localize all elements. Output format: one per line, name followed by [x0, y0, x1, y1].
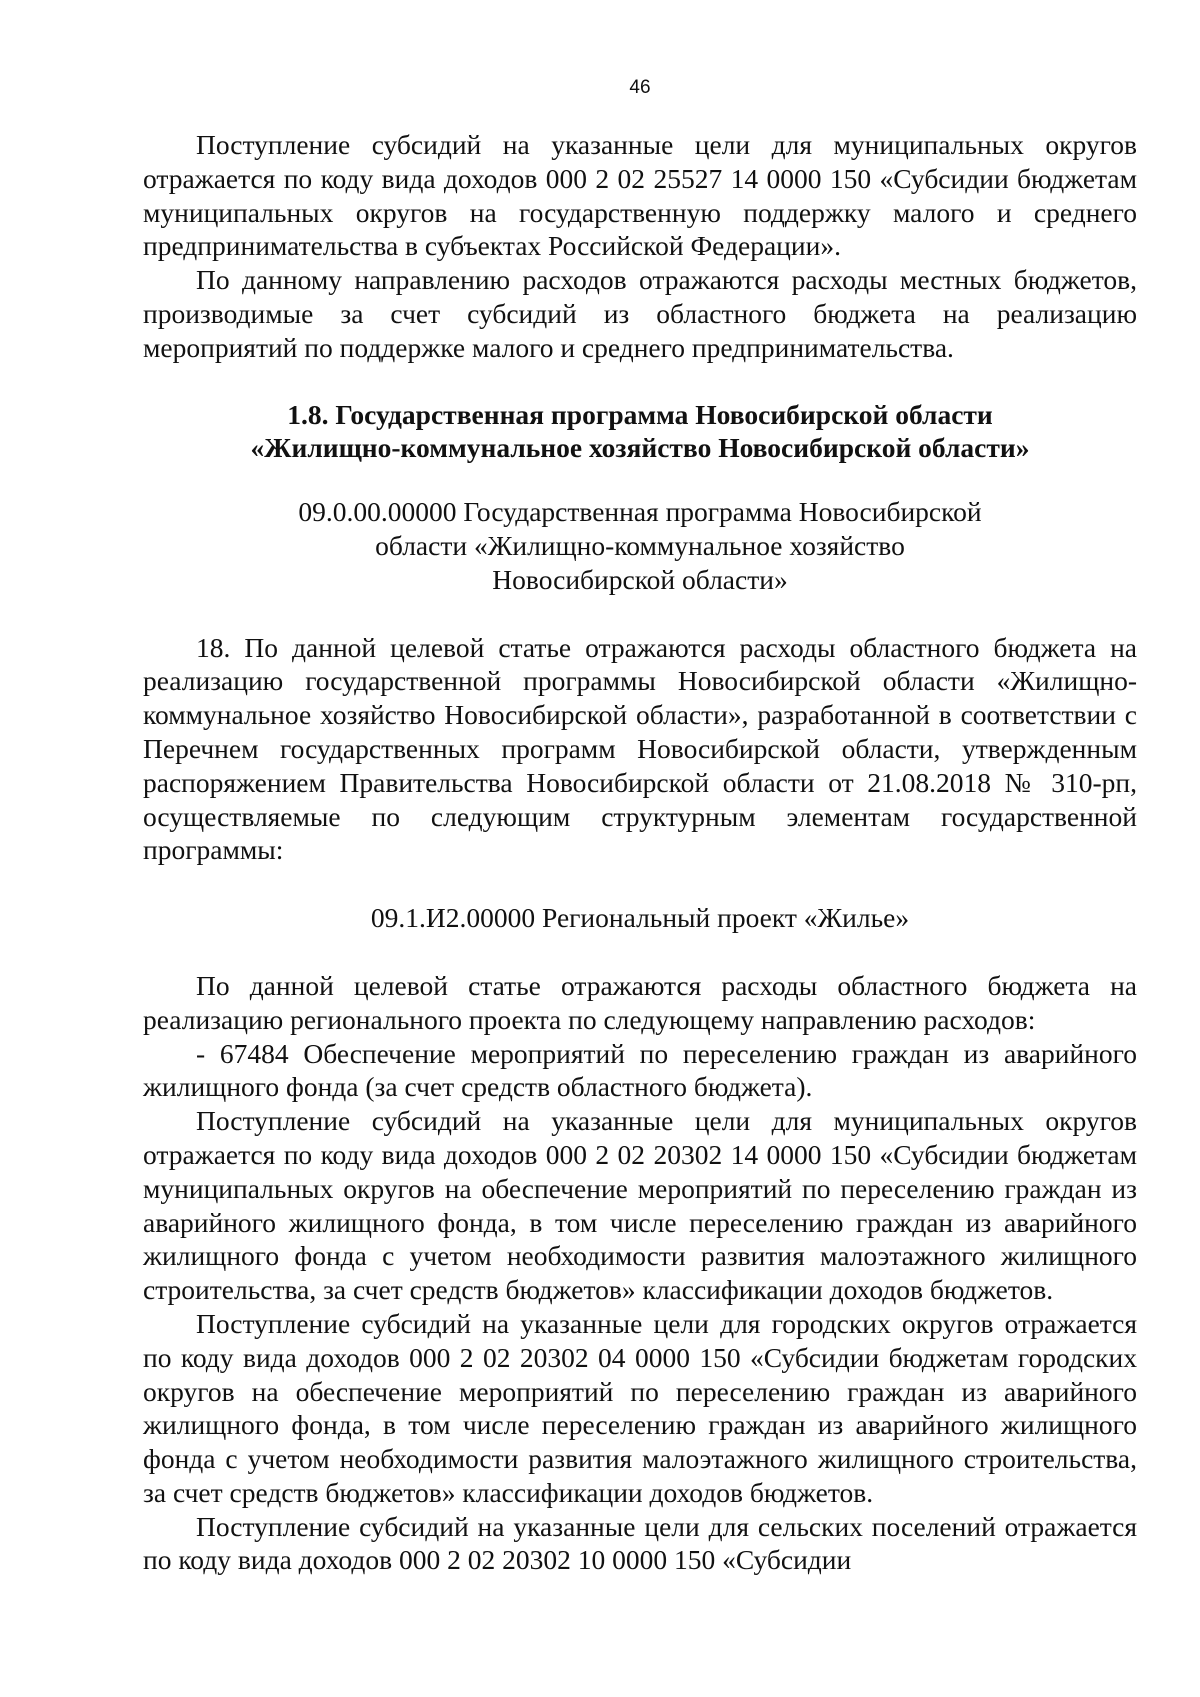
document-body — [143, 128, 1137, 1577]
paragraph-urban-districts-income-code: Поступление субсидий на указанные цели для городских округов отражается по коду вида доходов 000 2 02 20302 04 0000 150 «Субсидии бюджетам городских округов на обеспечение мероприятий по переселению граждан из аварийного жилищного фонда, в том числе переселению граждан из аварийного жилищного фонда с учетом необходимости развития малоэтажного жилищного строительства, за счет средств бюджетов» классификации доходов бюджетов. — [143, 1307, 1137, 1508]
paragraph-municipal-districts-income-code: Поступление субсидий на указанные цели для муниципальных округов отражается по коду вида доходов 000 2 02 20302 14 0000 150 «Субсидии бюджетам муниципальных округов на обеспечение мероприятий по переселению граждан из аварийного жилищного фонда, в том числе переселению граждан из аварийного жилищного фонда с учетом необходимости развития малоэтажного жилищного строительства, за счет средств бюджетов» классификации доходов бюджетов. — [143, 1105, 1137, 1306]
paragraph-municipal-subsidy-income-code: Поступление субсидий на указанные цели для муниципальных округов отражается по коду вида доходов 000 2 02 25527 14 0000 150 «Субсидии бюджетам муниципальных округов на государственную поддержку малого и среднего предпринимательства в субъектах Российской Федерации». — [143, 129, 1137, 262]
program-code-line-3: Новосибирской области» — [492, 563, 788, 595]
section-heading-line-1: 1.8. Государственная программа Новосибирской области — [287, 398, 993, 430]
paragraph-local-budget-expenses: По данному направлению расходов отражаются расходы местных бюджетов, производимые за счет субсидий из областного бюджета на реализацию мероприятий по поддержке малого и среднего предпринимательства. — [143, 264, 1137, 363]
section-heading-line-2: «Жилищно-коммунальное хозяйство Новосибирской области» — [250, 432, 1030, 464]
paragraph-rural-settlements-income-code: Поступление субсидий на указанные цели для сельских поселений отражается по коду вида доходов 000 2 02 20302 10 0000 150 «Субсидии — [143, 1510, 1137, 1576]
paragraph-regional-project-expenses: По данной целевой статье отражаются расходы областного бюджета на реализацию регионального проекта по следующему направлению расходов: — [143, 969, 1137, 1035]
program-code-title — [143, 495, 1137, 596]
program-code-line-2: области «Жилищно-коммунальное хозяйство — [375, 529, 905, 561]
page-number: 46 — [629, 77, 651, 98]
section-heading — [143, 398, 1137, 466]
program-code-line-1: 09.0.00.00000 Государственная программа Новосибирской — [298, 496, 982, 528]
regional-project-code-title: 09.1.И2.00000 Региональный проект «Жилье» — [370, 902, 910, 934]
paragraph-expense-direction-67484: - 67484 Обеспечение мероприятий по переселению граждан из аварийного жилищного фонда (за счет средств областного бюджета). — [143, 1037, 1137, 1103]
paragraph-target-article-18: 18. По данной целевой статье отражаются расходы областного бюджета на реализацию государственной программы Новосибирской области «Жилищно-коммунальное хозяйство Новосибирской области», разработанной в соответствии с Перечнем государственных программ Новосибирской области, утвержденным распоряжением Правительства Новосибирской области от 21.08.2018 № 310-рп, осуществляемые по следующим структурным элементам государственной программы: — [143, 631, 1137, 866]
